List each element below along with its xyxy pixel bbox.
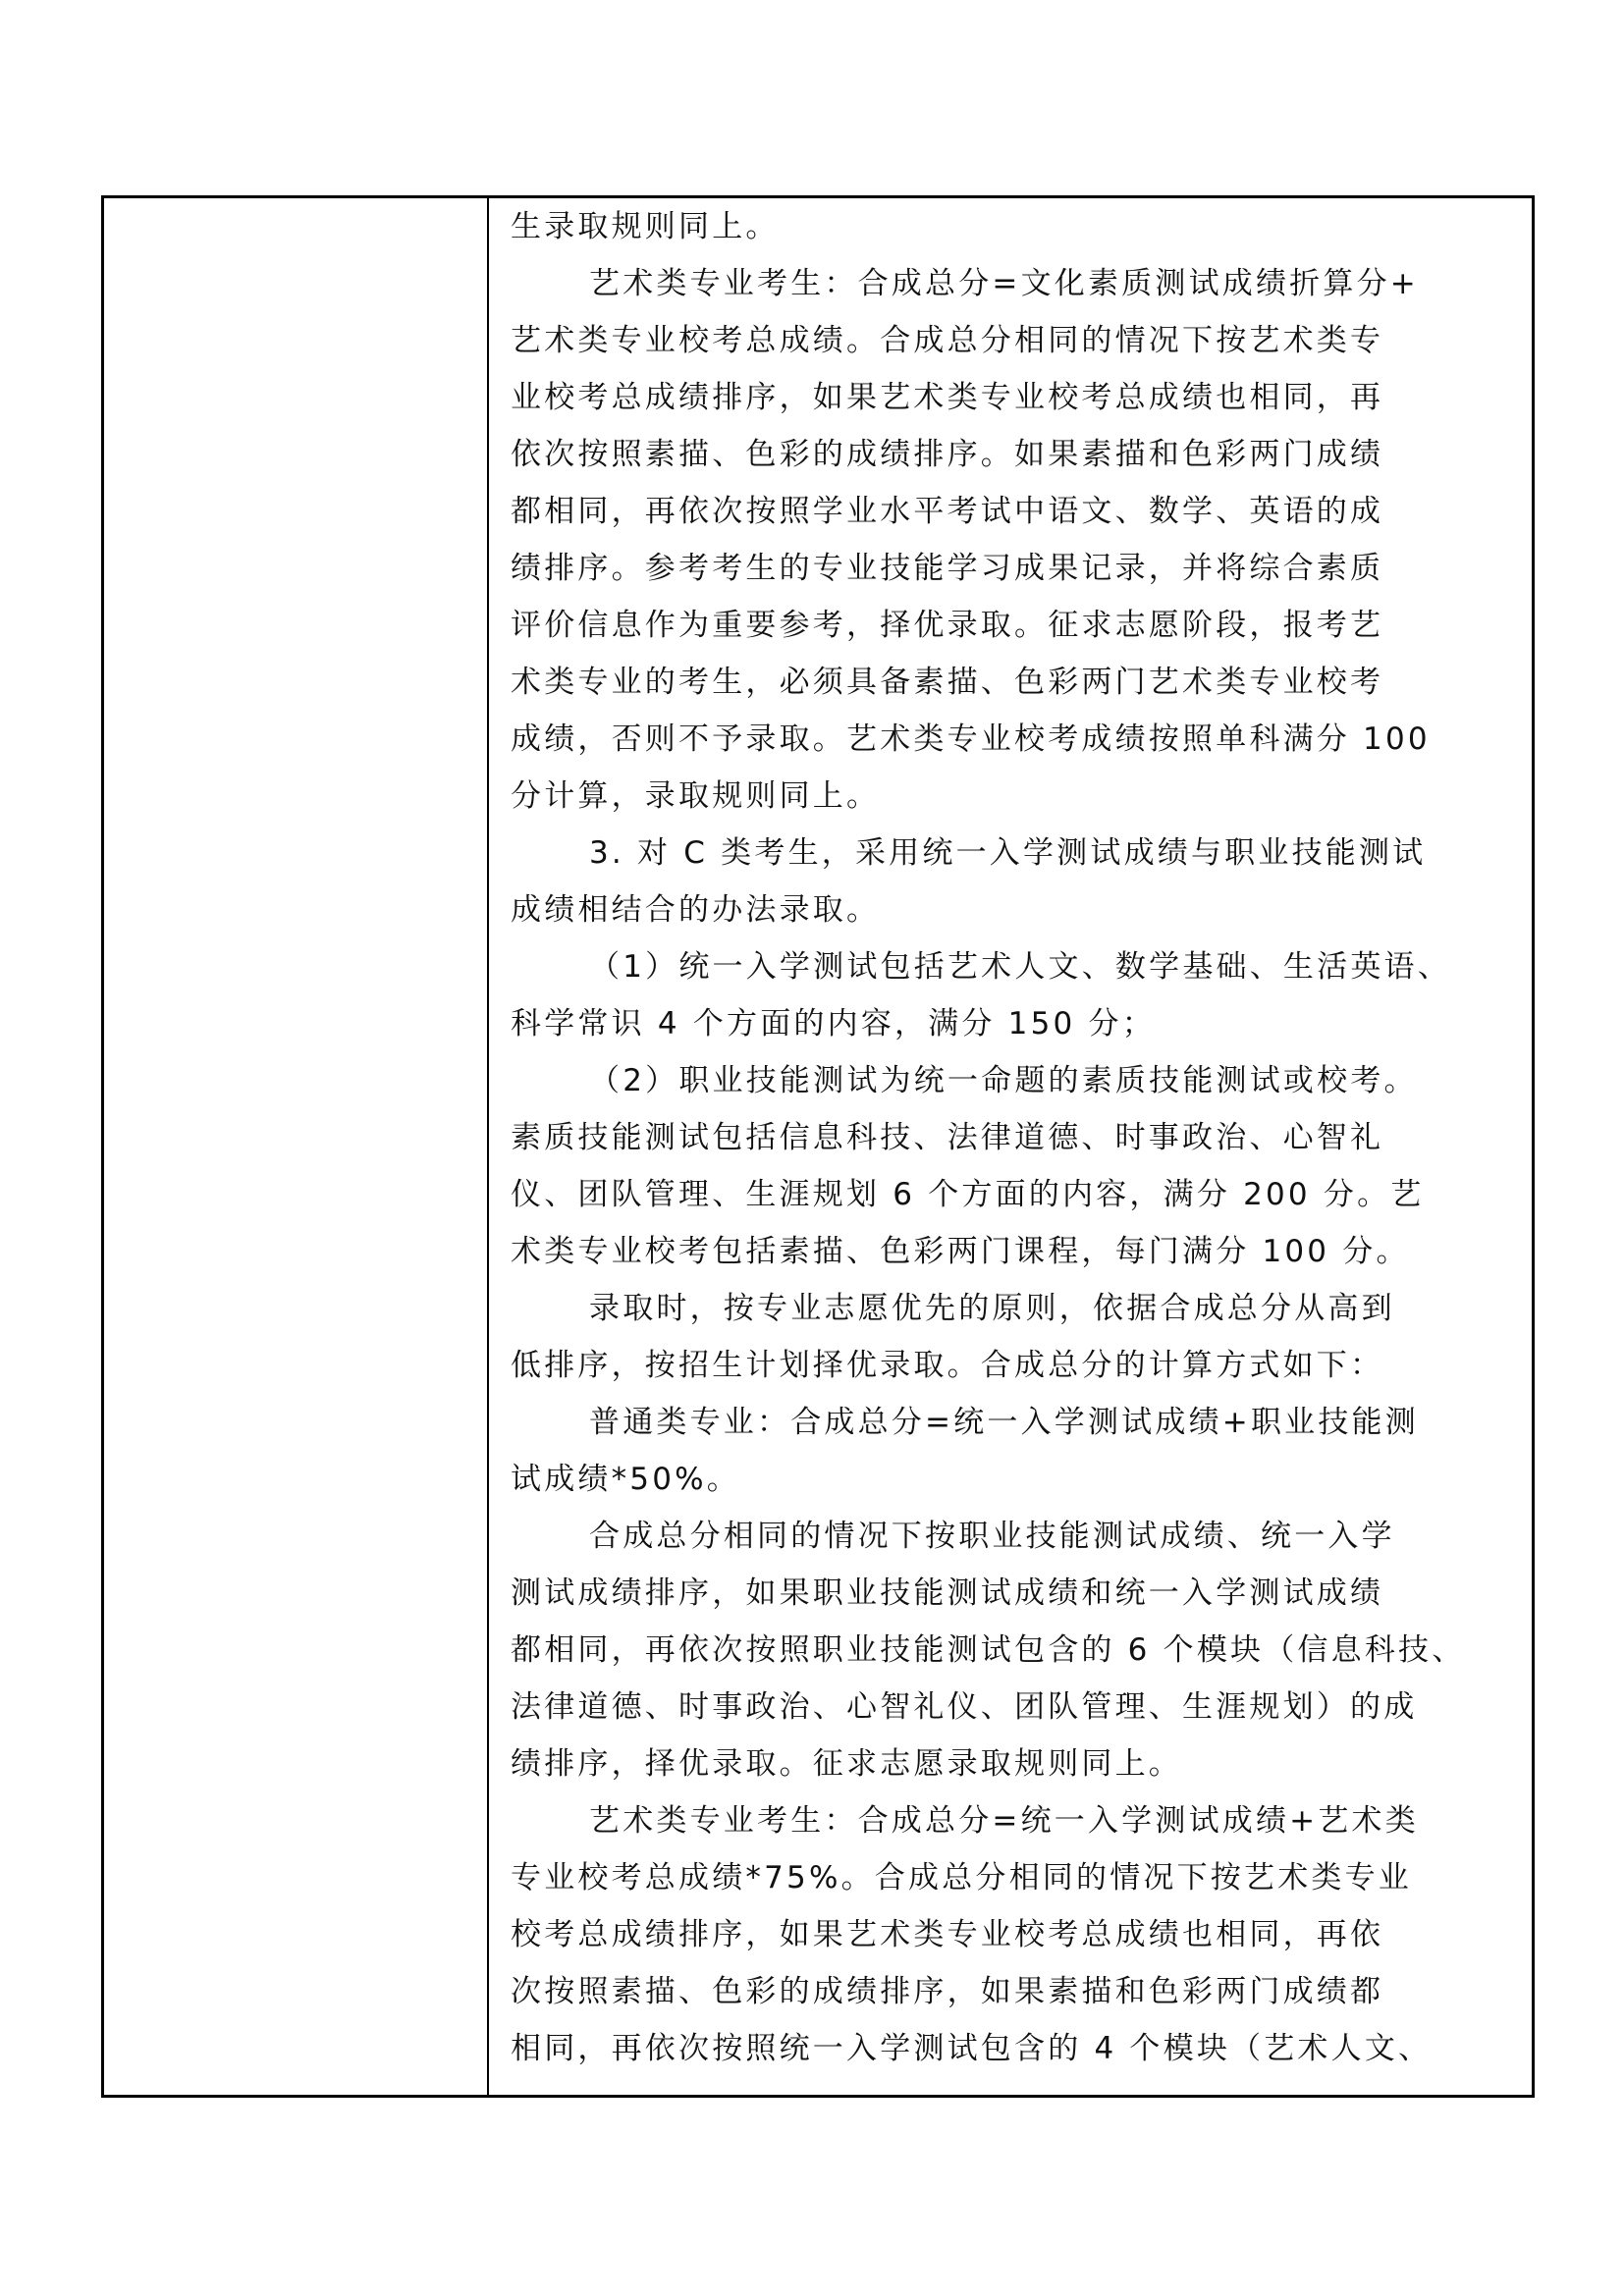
text-line: 法律道德、时事政治、心智礼仪、团队管理、生涯规划）的成 <box>511 1689 1418 1725</box>
text-line: 艺术类专业校考总成绩。合成总分相同的情况下按艺术类专 <box>511 323 1384 358</box>
text-line: 生录取规则同上。 <box>511 209 780 244</box>
text-line: 都相同，再依次按照学业水平考试中语文、数学、英语的成 <box>511 494 1384 529</box>
text-line: 绩排序，择优录取。征求志愿录取规则同上。 <box>511 1746 1182 1782</box>
text-line: 低排序，按招生计划择优录取。合成总分的计算方式如下： <box>511 1348 1384 1383</box>
text-line: 评价信息作为重要参考，择优录取。征求志愿阶段，报考艺 <box>511 608 1384 643</box>
text-line: （1）统一入学测试包括艺术人文、数学基础、生活英语、 <box>589 949 1451 985</box>
text-line: 艺术类专业考生：合成总分=统一入学测试成绩+艺术类 <box>589 1803 1419 1839</box>
text-line: 绩排序。参考考生的专业技能学习成果记录，并将综合素质 <box>511 551 1384 586</box>
body-text <box>511 198 1522 2077</box>
text-line: 仪、团队管理、生涯规划 6 个方面的内容，满分 200 分。艺 <box>511 1177 1425 1212</box>
text-line: 成绩相结合的办法录取。 <box>511 892 881 928</box>
text-line: 素质技能测试包括信息科技、法律道德、时事政治、心智礼 <box>511 1120 1384 1155</box>
text-line: 录取时，按专业志愿优先的原则，依据合成总分从高到 <box>589 1291 1395 1326</box>
text-line: 都相同，再依次按照职业技能测试包含的 6 个模块（信息科技、 <box>511 1632 1466 1668</box>
text-line: 相同，再依次按照统一入学测试包含的 4 个模块（艺术人文、 <box>511 2031 1433 2066</box>
document-table <box>101 195 1535 2098</box>
table-right-cell <box>491 198 1532 2095</box>
text-line: （2）职业技能测试为统一命题的素质技能测试或校考。 <box>589 1063 1418 1098</box>
text-line: 次按照素描、色彩的成绩排序，如果素描和色彩两门成绩都 <box>511 1974 1384 2009</box>
text-line: 试成绩*50%。 <box>511 1462 741 1497</box>
text-line: 3. 对 C 类考生，采用统一入学测试成绩与职业技能测试 <box>589 835 1427 871</box>
text-line: 成绩，否则不予录取。艺术类专业校考成绩按照单科满分 100 <box>511 721 1431 757</box>
text-line: 分计算，录取规则同上。 <box>511 778 881 814</box>
text-line: 专业校考总成绩*75%。合成总分相同的情况下按艺术类专业 <box>511 1860 1412 1896</box>
text-line: 术类专业的考生，必须具备素描、色彩两门艺术类专业校考 <box>511 665 1384 700</box>
text-line: 普通类专业：合成总分=统一入学测试成绩+职业技能测 <box>589 1405 1419 1440</box>
text-line: 测试成绩排序，如果职业技能测试成绩和统一入学测试成绩 <box>511 1575 1384 1611</box>
text-line: 术类专业校考包括素描、色彩两门课程，每门满分 100 分。 <box>511 1234 1410 1269</box>
text-line: 业校考总成绩排序，如果艺术类专业校考总成绩也相同，再 <box>511 380 1384 415</box>
table-left-cell <box>104 198 489 2095</box>
text-line: 合成总分相同的情况下按职业技能测试成绩、统一入学 <box>589 1519 1395 1554</box>
text-line: 艺术类专业考生：合成总分=文化素质测试成绩折算分+ <box>589 266 1419 301</box>
text-line: 科学常识 4 个方面的内容，满分 150 分； <box>511 1006 1156 1041</box>
text-line: 校考总成绩排序，如果艺术类专业校考总成绩也相同，再依 <box>511 1917 1384 1952</box>
text-line: 依次按照素描、色彩的成绩排序。如果素描和色彩两门成绩 <box>511 437 1384 472</box>
